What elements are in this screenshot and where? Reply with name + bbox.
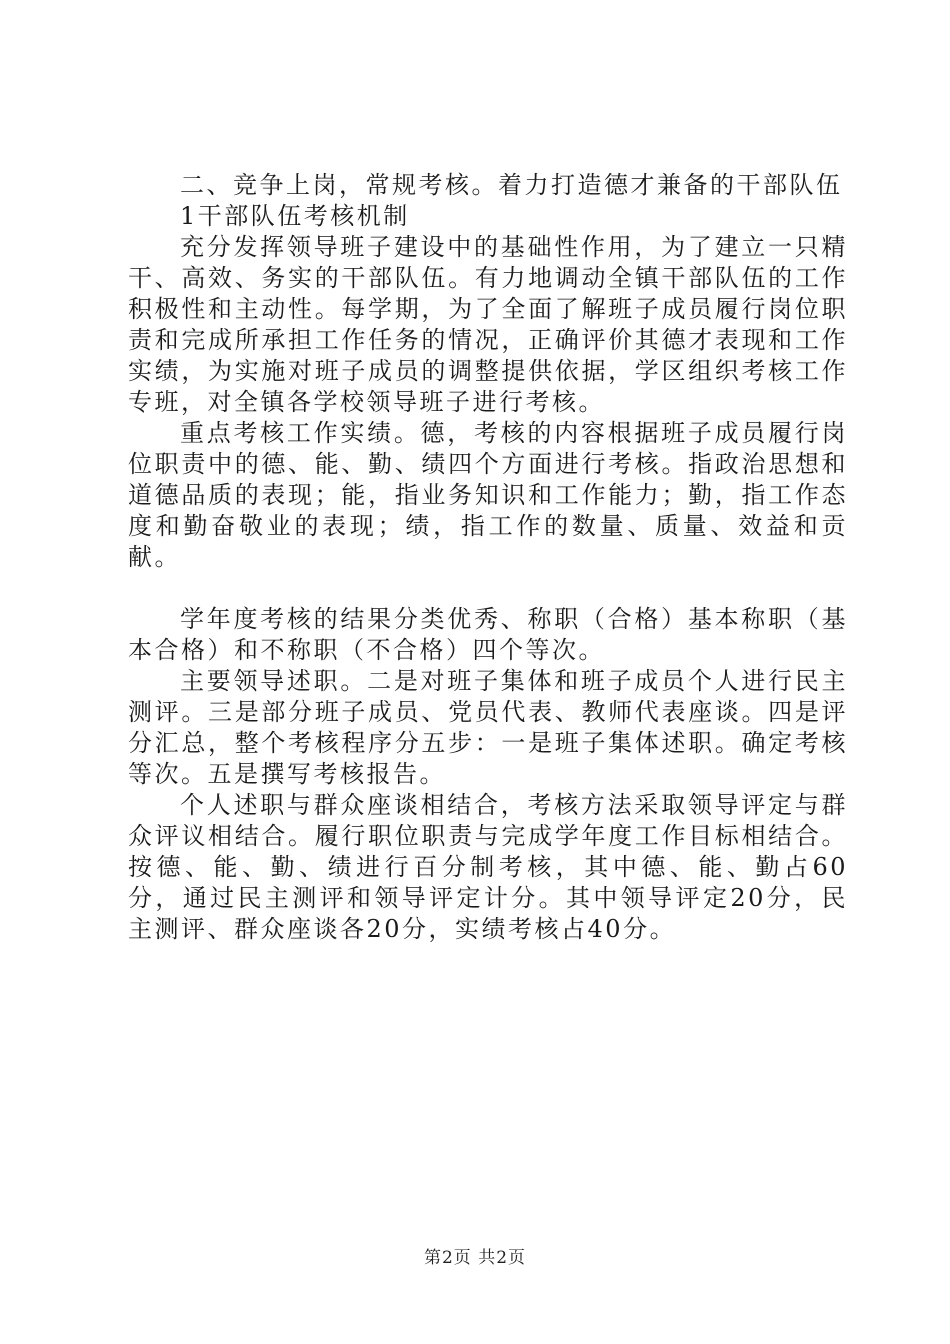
section-heading: 二、竞争上岗，常规考核。着力打造德才兼备的干部队伍 <box>180 171 843 199</box>
document-body <box>128 170 848 945</box>
paragraph-grades: 学年度考核的结果分类优秀、称职（合格）基本称职（基本合格）和不称职（不合格）四个等次。 <box>128 605 848 664</box>
paragraph-purpose: 充分发挥领导班子建设中的基础性作用，为了建立一只精干、高效、务实的干部队伍。有力地调动全镇干部队伍的工作积极性和主动性。每学期，为了全面了解班子成员履行岗位职责和完成所承担工作任务的情况，正确评价其德才表现和工作实绩，为实施对班子成员的调整提供依据，学区组织考核工作专班，对全镇各学校领导班子进行考核。 <box>128 233 848 416</box>
subsection-heading: 1干部队伍考核机制 <box>180 202 410 230</box>
paragraph-content: 重点考核工作实绩。德，考核的内容根据班子成员履行岗位职责中的德、能、勤、绩四个方面进行考核。指政治思想和道德品质的表现；能，指业务知识和工作能力；勤，指工作态度和勤奋敬业的表现；绩，指工作的数量、质量、效益和贡献。 <box>128 419 848 571</box>
paragraph-procedure: 主要领导述职。二是对班子集体和班子成员个人进行民主测评。三是部分班子成员、党员代表、教师代表座谈。四是评分汇总，整个考核程序分五步：一是班子集体述职。确定考核等次。五是撰写考核报告。 <box>128 667 848 788</box>
paragraph-method: 个人述职与群众座谈相结合，考核方法采取领导评定与群众评议相结合。履行职位职责与完成学年度工作目标相结合。按德、能、勤、绩进行百分制考核，其中德、能、勤占60分，通过民主测评和领导评定计分。其中领导评定20分，民主测评、群众座谈各20分，实绩考核占40分。 <box>128 791 848 943</box>
page-number: 第2页 共2页 <box>423 1248 527 1268</box>
